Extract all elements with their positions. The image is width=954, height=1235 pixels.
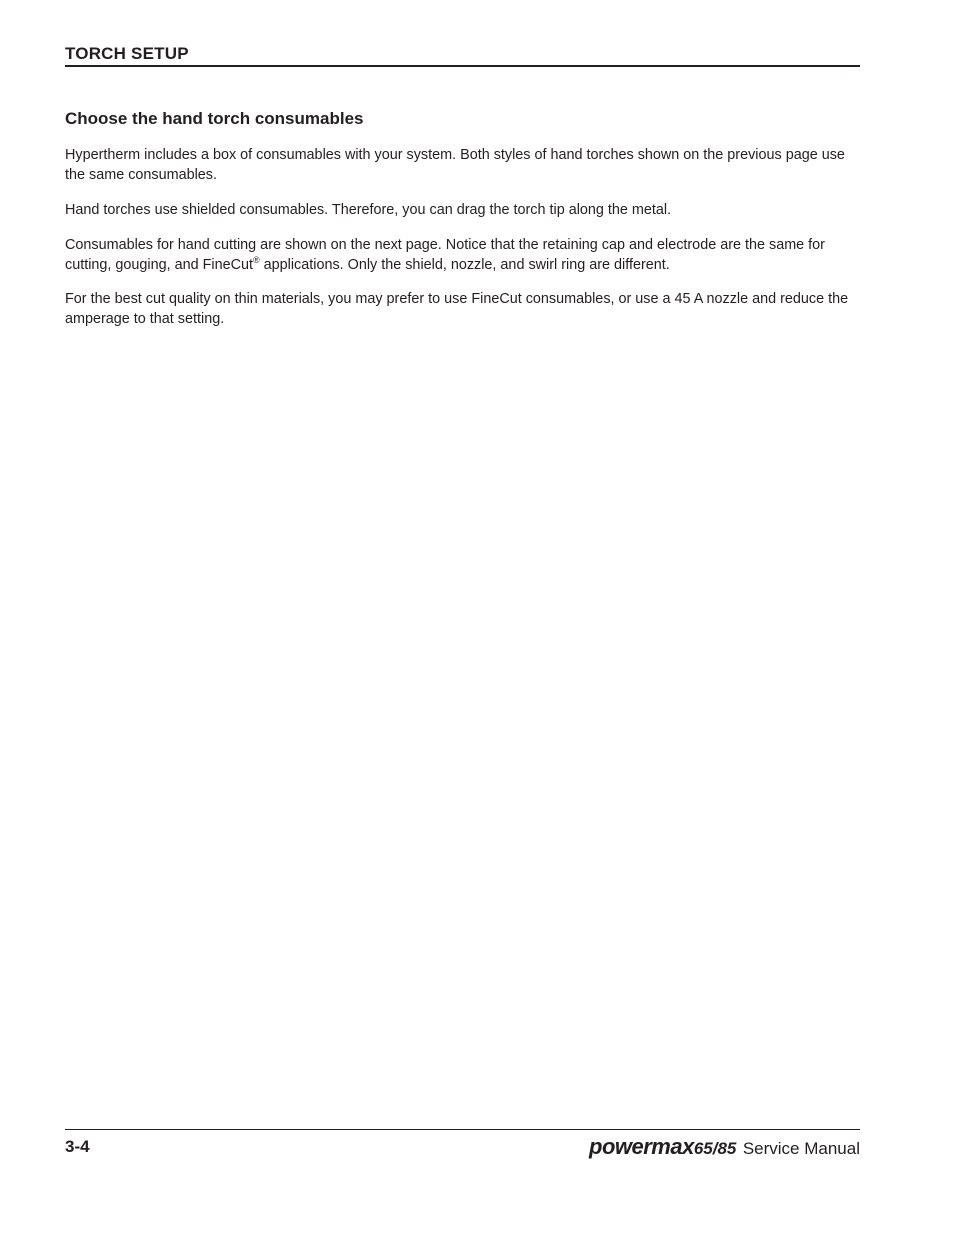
paragraph-hand-cutting-part1: Consumables for hand cutting are shown on the next page. Notice that the retaining cap and electrode are the same for cutting, gouging, and FineCut — [65, 237, 825, 273]
registered-mark: ® — [253, 254, 260, 265]
model-number: 65/85 — [693, 1139, 737, 1158]
paragraph-shielded-consumables: Hand torches use shielded consumables. Therefore, you can drag the torch tip along the metal. — [65, 202, 672, 218]
section-title-header: TORCH SETUP — [65, 44, 189, 63]
page-number: 3-4 — [65, 1137, 90, 1156]
page-header — [65, 43, 860, 67]
manual-label: Service Manual — [742, 1139, 860, 1158]
page-title: Choose the hand torch consumables — [65, 109, 364, 128]
paragraph-hand-cutting-part2: applications. Only the shield, nozzle, and swirl ring are different. — [259, 256, 670, 273]
brand-name: powermax — [589, 1134, 694, 1159]
paragraph-thin-materials: For the best cut quality on thin materials, you may prefer to use FineCut consumables, or use a 45 A nozzle and reduce the amperage to that setting. — [65, 291, 849, 327]
paragraph-consumables-box: Hypertherm includes a box of consumables with your system. Both styles of hand torches shown on the previous page use the same consumables. — [65, 147, 845, 183]
paragraph-hand-cutting — [65, 236, 865, 275]
manual-title — [589, 1134, 860, 1160]
page-footer — [65, 1129, 860, 1170]
